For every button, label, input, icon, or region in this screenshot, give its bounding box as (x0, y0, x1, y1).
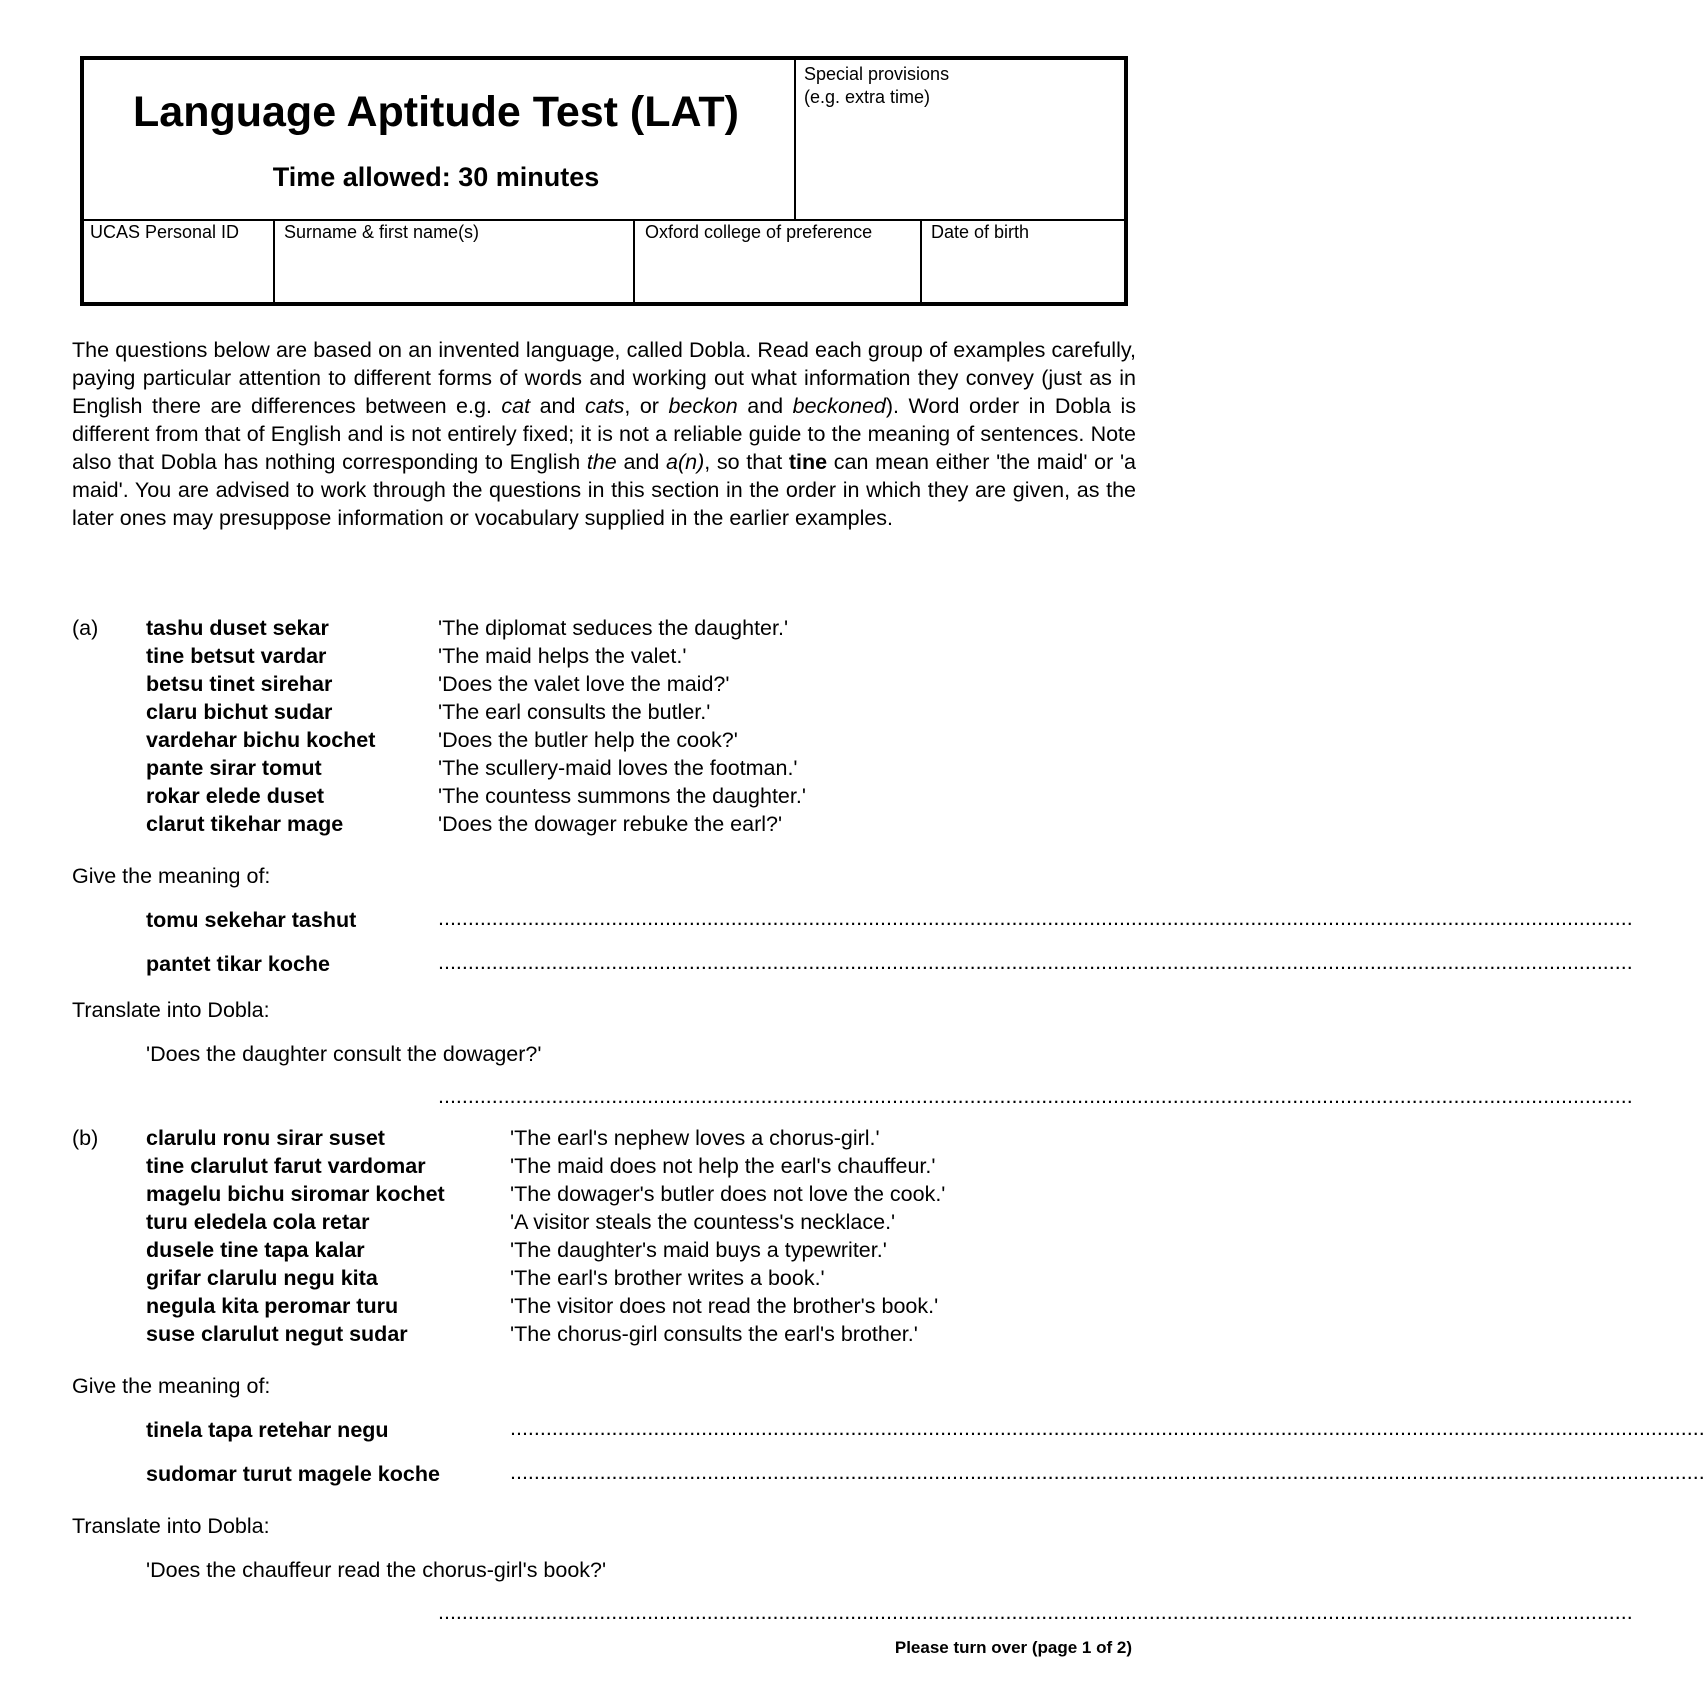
dobla-sentence: clarulu ronu sirar suset (146, 1126, 385, 1150)
dobla-sentence: tine betsut vardar (146, 644, 327, 668)
time-allowed: Time allowed: 30 minutes (272, 162, 600, 192)
english-translation: 'The earl consults the butler.' (438, 700, 711, 724)
english-translation: 'The earl's nephew loves a chorus-girl.' (510, 1126, 880, 1150)
header-divider (794, 58, 796, 220)
section-a-label: (a) (72, 616, 99, 640)
dobla-sentence: tine clarulut farut vardomar (146, 1154, 426, 1178)
intro-paragraph: The questions below are based on an invented language, called Dobla. Read each group of examples carefully, paying particular attention to different forms of words and working out what information they convey (just as in English there are differences between e.g. cat and cats, or beckon and beckoned). Word order in Dobla is different from that of English and is not entirely fixed; it is not a reliable guide to the meaning of sentences. Note also that Dobla has nothing corresponding to English the and a(n), so that tine can mean either 'the maid' or 'a maid'. You are advised to work through the questions in this section in the order in which they are given, as the later ones may presuppose information or vocabulary supplied in the earlier examples. (72, 338, 1137, 530)
section-b-give-meaning: Give the meaning of: (72, 1374, 271, 1398)
answer-line-a1[interactable]: ........................................................................................................................................................................................................ (438, 906, 1633, 930)
section-a-translate: Translate into Dobla: (72, 998, 270, 1022)
section-b-label: (b) (72, 1126, 99, 1150)
dobla-sentence: magelu bichu siromar kochet (146, 1182, 445, 1206)
field-ucas-id[interactable]: UCAS Personal ID (90, 222, 240, 242)
english-translation: 'The countess summons the daughter.' (438, 784, 806, 808)
answer-line-b3[interactable]: ........................................................................................................................................................................................................ (438, 1600, 1633, 1624)
special-provisions-label: Special provisions (804, 64, 950, 84)
field-name[interactable]: Surname & first name(s) (284, 222, 480, 242)
dobla-sentence: grifar clarulu negu kita (146, 1266, 378, 1290)
field-divider-1 (273, 219, 275, 304)
answer-line-b1[interactable]: ........................................................................................................................................................................................................ (510, 1416, 1705, 1440)
field-college[interactable]: Oxford college of preference (645, 222, 873, 242)
dobla-sentence: claru bichut sudar (146, 700, 333, 724)
english-translation: 'The daughter's maid buys a typewriter.' (510, 1238, 887, 1262)
english-translation: 'A visitor steals the countess's necklace.' (510, 1210, 896, 1234)
section-a-meaning-2: pantet tikar koche (146, 952, 330, 976)
dobla-sentence: turu eledela cola retar (146, 1210, 370, 1234)
english-translation: 'Does the valet love the maid?' (438, 672, 730, 696)
section-a-meaning-1: tomu sekehar tashut (146, 908, 357, 932)
field-dob[interactable]: Date of birth (931, 222, 1030, 242)
dobla-sentence: betsu tinet sirehar (146, 672, 333, 696)
section-a-translate-item: 'Does the daughter consult the dowager?' (146, 1042, 542, 1066)
answer-line-a3[interactable]: ........................................................................................................................................................................................................ (438, 1084, 1633, 1108)
dobla-sentence: negula kita peromar turu (146, 1294, 399, 1318)
field-divider-3 (920, 219, 922, 304)
dobla-sentence: vardehar bichu kochet (146, 728, 376, 752)
english-translation: 'Does the butler help the cook?' (438, 728, 738, 752)
english-translation: 'The earl's brother writes a book.' (510, 1266, 825, 1290)
section-b-meaning-2: sudomar turut magele koche (146, 1462, 440, 1486)
dobla-sentence: suse clarulut negut sudar (146, 1322, 408, 1346)
dobla-sentence: rokar elede duset (146, 784, 325, 808)
section-b-meaning-1: tinela tapa retehar negu (146, 1418, 389, 1442)
dobla-sentence: clarut tikehar mage (146, 812, 344, 836)
dobla-sentence: dusele tine tapa kalar (146, 1238, 365, 1262)
field-divider-2 (633, 219, 635, 304)
english-translation: 'The diplomat seduces the daughter.' (438, 616, 789, 640)
answer-line-a2[interactable]: ........................................................................................................................................................................................................ (438, 950, 1633, 974)
test-title: Language Aptitude Test (LAT) (133, 88, 739, 136)
english-translation: 'The chorus-girl consults the earl's brother.' (510, 1322, 918, 1346)
english-translation: 'The visitor does not read the brother's book.' (510, 1294, 939, 1318)
answer-line-b2[interactable]: ........................................................................................................................................................................................................ (510, 1460, 1705, 1484)
section-b-translate-item: 'Does the chauffeur read the chorus-girl's book?' (146, 1558, 607, 1582)
section-b-translate: Translate into Dobla: (72, 1514, 270, 1538)
english-translation: 'Does the dowager rebuke the earl?' (438, 812, 783, 836)
english-translation: 'The maid does not help the earl's chauffeur.' (510, 1154, 936, 1178)
section-a-give-meaning: Give the meaning of: (72, 864, 271, 888)
dobla-sentence: pante sirar tomut (146, 756, 322, 780)
english-translation: 'The maid helps the valet.' (438, 644, 687, 668)
page-footer: Please turn over (page 1 of 2) (894, 1638, 1132, 1657)
dobla-sentence: tashu duset sekar (146, 616, 329, 640)
english-translation: 'The scullery-maid loves the footman.' (438, 756, 798, 780)
english-translation: 'The dowager's butler does not love the cook.' (510, 1182, 946, 1206)
special-provisions-example: (e.g. extra time) (804, 87, 931, 107)
